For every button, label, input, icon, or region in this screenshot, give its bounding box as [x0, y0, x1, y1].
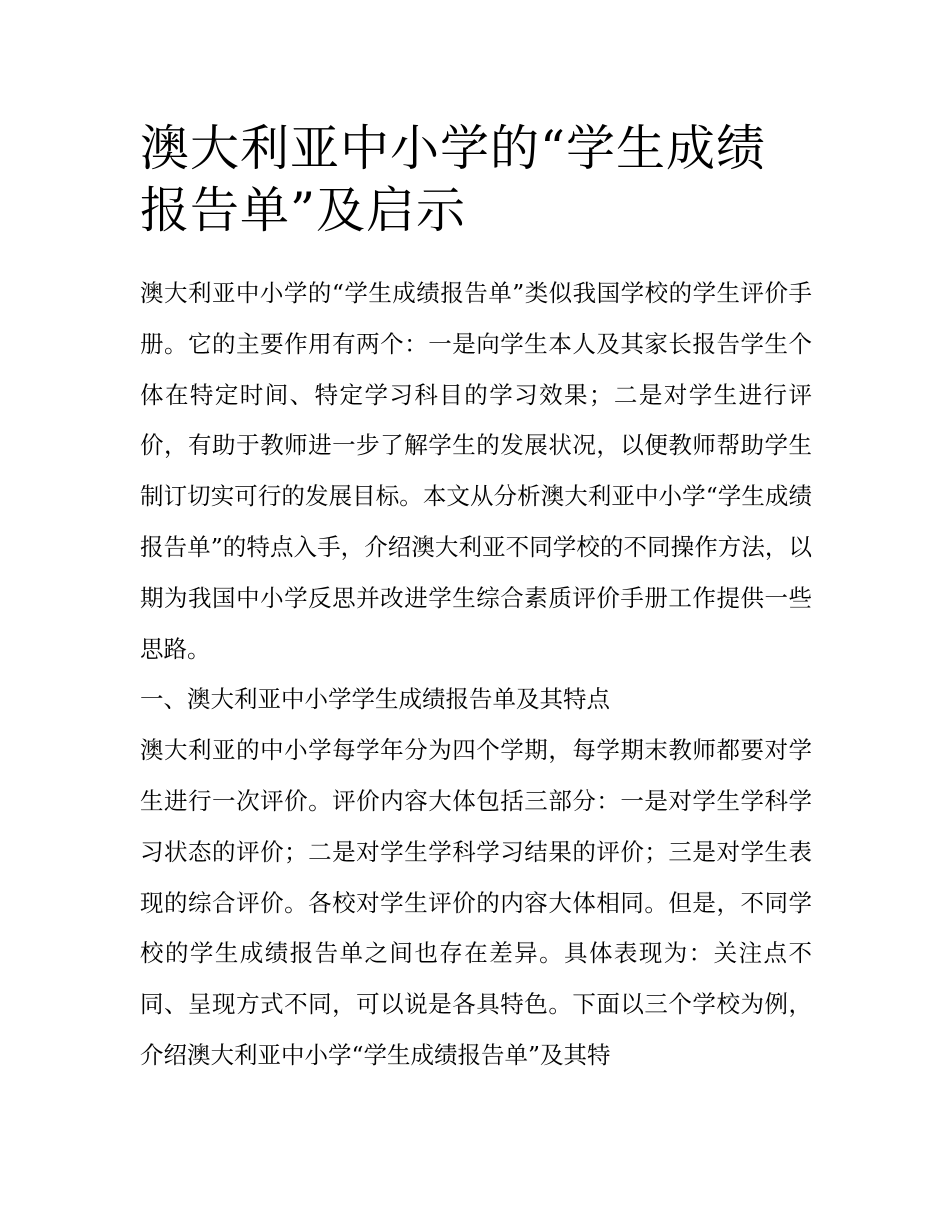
- document-title: 澳大利亚中小学的“学生成绩报告单”及启示: [140, 120, 767, 239]
- section-1-paragraph: 澳大利亚的中小学每学年分为四个学期，每学期末教师都要对学生进行一次评价。评价内容大体包括三部分：一是对学生学科学习状态的评价；二是对学生学科学习结果的评价；三是对学生表现的综合评价。各校对学生评价的内容大体相同。但是，不同学校的学生成绩报告单之间也存在差异。具体表现为：关注点不同、呈现方式不同，可以说是各具特色。下面以三个学校为例，介绍澳大利亚中小学“学生成绩报告单”及其特: [140, 736, 812, 1069]
- document-page: [140, 118, 812, 1081]
- intro-paragraph: 澳大利亚中小学的“学生成绩报告单”类似我国学校的学生评价手册。它的主要作用有两个：一是向学生本人及其家长报告学生个体在特定时间、特定学习科目的学习效果；二是对学生进行评价，有助于教师进一步了解学生的发展状况，以便教师帮助学生制订切实可行的发展目标。本文从分析澳大利亚中小学“学生成绩报告单”的特点入手，介绍澳大利亚不同学校的不同操作方法，以期为我国中小学反思并改进学生综合素质评价手册工作提供一些思路。: [140, 279, 812, 663]
- section-1-heading: 一、澳大利亚中小学学生成绩报告单及其特点: [140, 685, 610, 714]
